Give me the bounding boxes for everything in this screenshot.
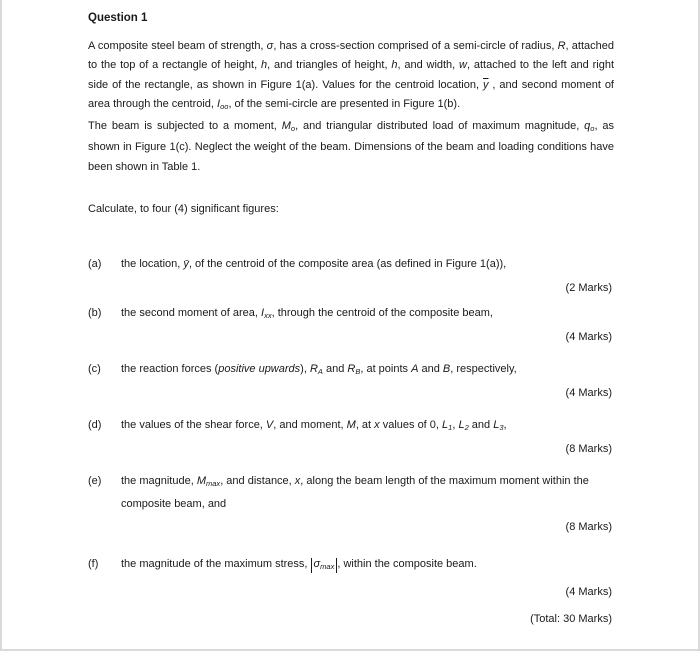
part-f-text: the magnitude of the maximum stress, $\sigma_{max}$ , within the composite beam. xyxy=(121,558,477,571)
part-b-label: (b) xyxy=(88,307,102,319)
part-a-text: the location, ȳ, of the centroid of the composite area (as defined in Figure 1(a)), xyxy=(121,258,507,270)
part-c-label: (c) xyxy=(88,363,101,375)
part-d-label: (d) xyxy=(88,419,102,431)
part-b-text: the second moment of area, $I_{xx}$, through the centroid of the composite beam, xyxy=(121,307,493,320)
part-e-text: the magnitude, $M_{max}$, and distance, x, along the beam length of the maximum moment within the composite beam, and xyxy=(121,475,589,510)
part-c-marks: (4 Marks) xyxy=(565,387,612,399)
part-a-marks: (2 Marks) xyxy=(565,282,612,294)
question-title: Question 1 xyxy=(88,12,148,24)
part-a-label: (a) xyxy=(88,258,102,270)
max-stress-symbol: $\sigma_{max}$ xyxy=(311,558,338,573)
part-f-label: (f) xyxy=(88,558,99,570)
loading-paragraph: The beam is subjected to a moment, $M_o$, and triangular distributed load of maximum magnitude, $q_o$, as shown in Figure 1(c). Neglect the weight of the beam. Dimensions of the beam and loading conditions have been shown in Table 1. xyxy=(88,120,615,173)
intro-paragraph: A composite steel beam of strength, σ, has a cross-section comprised of a semi-circle of radius, R, attached to the top of a rectangle of height, h, and triangles of height, h, and width, w, attached to the left and right side of the rectangle, as shown in Figure 1(a). Values for the centroid location, $\overline{y}$ , and second moment of area through the centroid, $I_{oo}$, of the semi-circle are presented in Figure 1(b). xyxy=(88,40,615,111)
part-b-marks: (4 Marks) xyxy=(565,331,612,343)
part-f-marks: (4 Marks) xyxy=(565,586,612,598)
centroid-symbol: $\overline{y}$ xyxy=(482,78,489,91)
part-d-text: the values of the shear force, V, and moment, M, at x values of 0, $L_1$, $L_2$ and $L_3$, xyxy=(121,419,507,432)
part-c-text: the reaction forces (positive upwards), $R_A$ and $R_B$, at points A and B, respectively, xyxy=(121,363,517,376)
total-marks: (Total: 30 Marks) xyxy=(530,613,612,625)
part-e-label: (e) xyxy=(88,475,102,487)
calculate-instruction: Calculate, to four (4) significant figures: xyxy=(88,203,279,215)
part-d-marks: (8 Marks) xyxy=(565,443,612,455)
part-e-marks: (8 Marks) xyxy=(565,521,612,533)
